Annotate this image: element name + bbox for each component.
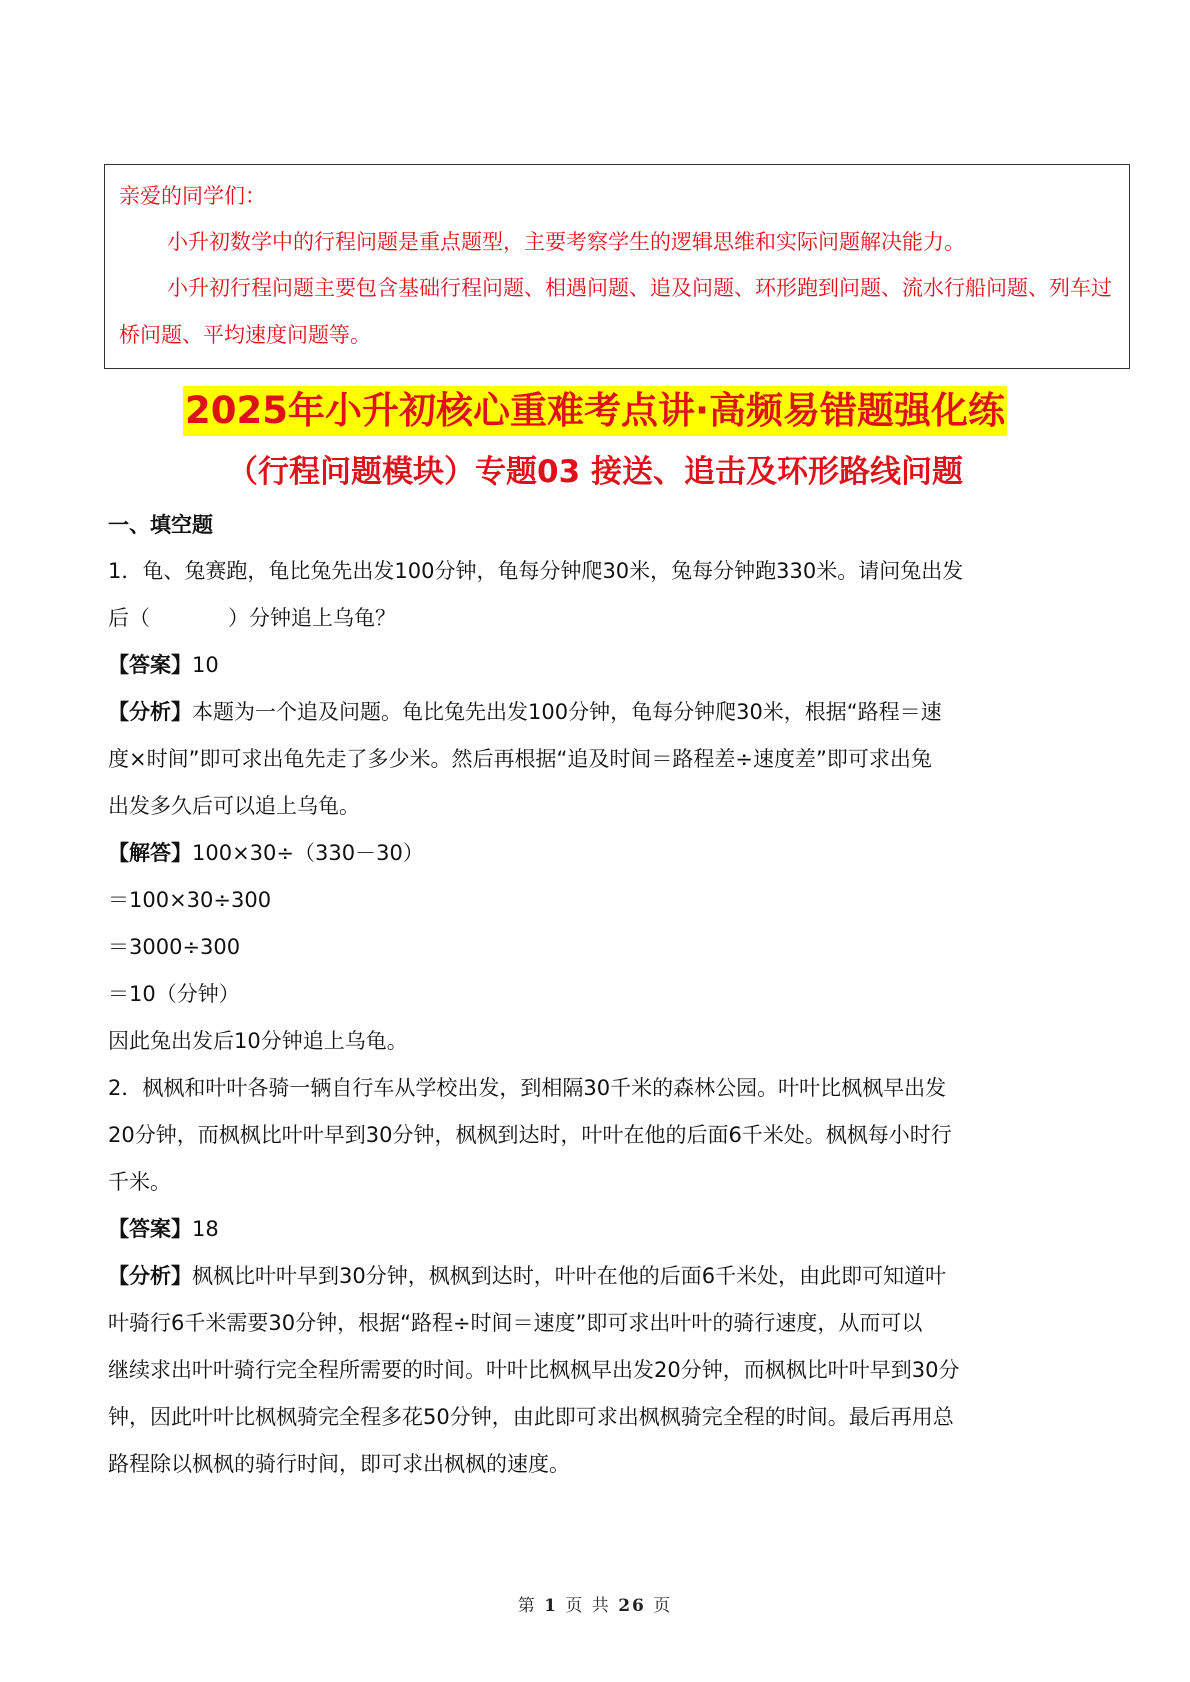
q1-solution-text-1: 100×30÷（330－30） [192, 841, 424, 865]
analysis-tag: 【分析】 [108, 700, 192, 724]
q2-analysis-line1 [108, 1261, 946, 1291]
q1-solution-line1 [108, 838, 424, 868]
q1-stem-before-blank: 后（ [108, 606, 150, 630]
q2-analysis-line4: 钟，因此叶叶比枫枫骑完全程多花50分钟，由此即可求出枫枫骑完全程的时间。最后再用总 [108, 1405, 954, 1429]
footer-total-pages: 26 [618, 1596, 646, 1616]
section-heading: 一、填空题 [108, 513, 213, 537]
q1-solution-line2: ＝100×30÷300 [108, 888, 272, 912]
q2-answer-value: 18 [192, 1217, 219, 1241]
answer-tag: 【答案】 [108, 1217, 192, 1241]
q1-analysis-text-1: 本题为一个追及问题。龟比兔先出发100分钟，龟每分钟爬30米，根据“路程＝速 [192, 700, 942, 724]
intro-paragraph-1: 小升初数学中的行程问题是重点题型，主要考察学生的逻辑思维和实际问题解决能力。 [167, 230, 965, 254]
q2-analysis-line5: 路程除以枫枫的骑行时间，即可求出枫枫的速度。 [108, 1452, 570, 1476]
intro-box [104, 164, 1130, 369]
q1-stem-after-blank: ）分钟追上乌龟？ [228, 606, 396, 630]
q2-analysis-line2: 叶骑行6千米需要30分钟，根据“路程÷时间＝速度”即可求出叶叶的骑行速度，从而可以 [108, 1311, 923, 1335]
footer-middle: 页 共 [565, 1596, 611, 1616]
q2-answer [108, 1214, 219, 1244]
q1-analysis-line1 [108, 697, 942, 727]
page-title-text: 2025年小升初核心重难考点讲·高频易错题强化练 [183, 386, 1007, 436]
answer-tag: 【答案】 [108, 653, 192, 677]
q1-solution-line3: ＝3000÷300 [108, 935, 241, 959]
intro-greeting: 亲爱的同学们： [119, 184, 266, 208]
q2-analysis-text-1: 枫枫比叶叶早到30分钟，枫枫到达时，叶叶在他的后面6千米处，由此即可知道叶 [192, 1264, 947, 1288]
q2-stem-line3: 千米。 [108, 1170, 171, 1194]
page-footer [0, 1591, 1190, 1616]
q1-stem-line1: 1．龟、兔赛跑，龟比兔先出发100分钟，龟每分钟爬30米，兔每分钟跑330米。请问兔出发 [108, 559, 964, 583]
intro-paragraph-2: 小升初行程问题主要包含基础行程问题、相遇问题、追及问题、环形跑到问题、流水行船问题、列车过桥问题、平均速度问题等。 [119, 276, 1112, 347]
analysis-tag: 【分析】 [108, 1264, 192, 1288]
footer-prefix: 第 [517, 1596, 537, 1616]
q1-conclusion: 因此兔出发后10分钟追上乌龟。 [108, 1029, 408, 1053]
q1-analysis-line2: 度×时间”即可求出龟先走了多少米。然后再根据“追及时间＝路程差÷速度差”即可求出兔 [108, 747, 932, 771]
q2-stem-line1: 2．枫枫和叶叶各骑一辆自行车从学校出发，到相隔30千米的森林公园。叶叶比枫枫早出发 [108, 1076, 947, 1100]
footer-page-number: 1 [544, 1596, 558, 1616]
q2-stem-line2: 20分钟，而枫枫比叶叶早到30分钟，枫枫到达时，叶叶在他的后面6千米处。枫枫每小时行 [108, 1123, 952, 1147]
q1-analysis-line3: 出发多久后可以追上乌龟。 [108, 794, 360, 818]
solution-tag: 【解答】 [108, 841, 192, 865]
page-title [0, 386, 1190, 436]
page-subtitle: （行程问题模块）专题03 接送、追击及环形路线问题 [227, 454, 963, 490]
q1-answer [108, 650, 219, 680]
q1-stem-line2 [108, 603, 396, 633]
q2-analysis-line3: 继续求出叶叶骑行完全程所需要的时间。叶叶比枫枫早出发20分钟，而枫枫比叶叶早到30分 [108, 1358, 960, 1382]
q1-answer-value: 10 [192, 653, 219, 677]
q1-solution-line4: ＝10（分钟） [108, 982, 240, 1006]
footer-suffix: 页 [653, 1596, 673, 1616]
